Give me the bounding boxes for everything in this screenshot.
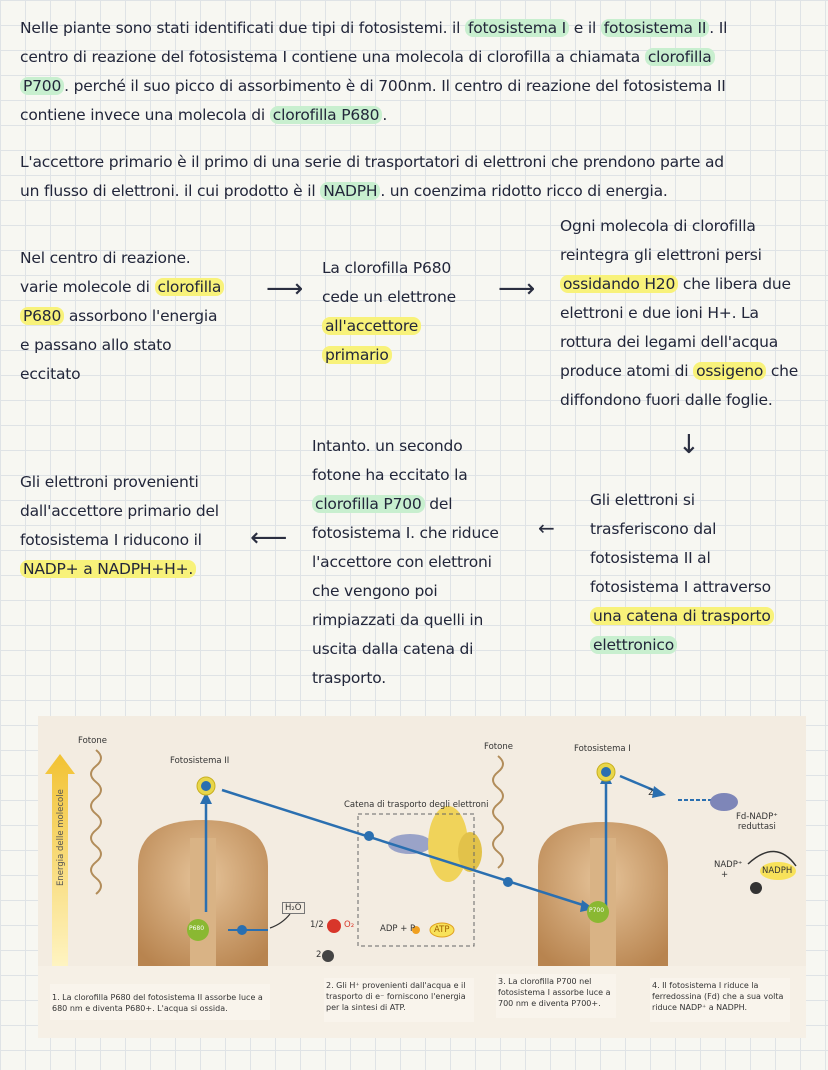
plus-label: + [721,870,729,880]
highlight-primario: primario [322,346,392,364]
flow-box-reintegra: Ogni molecola di clorofilla reintegra gli elettroni persi ossidando H20 che libera due elettroni e due ioni H+. La rottura dei legami dell'acqua produce atomi di ossigeno che diffondono fuori dalle foglie. [560,217,799,409]
highlight-p680: P680 [20,307,64,325]
highlight-catena: una catena di trasporto [590,607,774,625]
atp-label: ATP [434,925,450,935]
caption-4: 4. Il fotosistema I riduce la ferredossina (Fd) che a sua volta riduce NADP⁺ a NADPH. [652,981,784,1012]
arrow-right-2: ⟶ [498,274,536,304]
intro-paragraph-1: Nelle piante sono stati identificati due tipi di fotosistemi. il fotosistema I e il fotosistema II . Il centro di reazione del fotosistema I contiene una molecola di clorofilla a chiamata clorofilla P700 . perché il suo picco di assorbimento è di 700nm. Il centro di reazione del fotosistema II contiene invece una molecola di clorofilla P680 . [20,19,728,124]
highlight-clorofilla: clorofilla [645,48,715,66]
ps2-label: Fotosistema II [170,756,230,766]
nadph-label: NADPH [762,866,793,876]
photon-label-2: Fotone [484,742,513,752]
chain-label: Catena di trasporto degli elettroni [344,800,489,810]
highlight-clorofilla-p700: clorofilla P700 [312,495,425,513]
p700-label: P700 [589,907,605,914]
highlight-clorofilla-yellow: clorofilla [155,278,225,296]
proton-icon [322,950,334,962]
highlight-elettronico: elettronico [590,636,677,654]
flow-box-nadp: Gli elettroni provenienti dall'accettore primario del fotosistema I riducono il NADP+ a NADPH+H+. [20,473,219,578]
highlight-clorofilla-p680: clorofilla P680 [270,106,383,124]
highlight-fotosistema-1: fotosistema I [465,19,569,37]
highlight-fotosistema-2: fotosistema II [601,19,709,37]
highlight-ossigeno: ossigeno [693,362,766,380]
arrow-left-short: ← [538,516,555,540]
photon-label-1: Fotone [78,736,107,746]
fd-nadp-label: Fd-NADP⁺ reduttasi [736,812,778,832]
adp-label: ADP + P [380,924,416,934]
flow-box-centro-reazione: Nel centro di reazione. varie molecole di clorofilla P680 assorbono l'energia e passano allo stato eccitato [20,244,260,389]
ps1-protein [538,822,668,966]
highlight-ossidando: ossidando H20 [560,275,678,293]
cytochrome-complex [388,806,482,882]
flow-box-trasferimento: Gli elettroni si trasferiscono dal fotosistema II al fotosistema I attraverso una catena di trasporto elettronico [590,486,825,660]
photon-wave-2 [493,756,503,868]
caption-2: 2. Gli H⁺ provenienti dall'acqua e il trasporto di e⁻ forniscono l'energia per la sintesi di ATP. [326,981,466,1012]
h2o-label: H₂O [282,902,305,914]
energy-label: Energia delle molecole [56,789,66,886]
p680-label: P680 [189,925,205,932]
arrow-left: ⟵ [250,523,288,553]
caption-1: 1. La clorofilla P680 del fotosistema II assorbe luce a 680 nm e diventa P680+. L'acqua si ossida. [52,993,263,1013]
arrow-down: ↓ [678,430,700,460]
highlight-nadp: NADP+ a NADPH+H+. [20,560,196,578]
ferredoxin [710,793,738,811]
two-h-label: 2 [316,950,322,960]
ps1-label: Fotosistema I [574,744,631,754]
intro-paragraph-2: L'accettore primario è il primo di una serie di trasportatori di elettroni che prendono parte ad un flusso di elettroni. il cui prodotto è il NADPH . un coenzima ridotto ricco di energia. [20,153,724,200]
nadp-plus-label: NADP⁺ [714,860,743,870]
photosynthesis-figure [38,716,806,1038]
highlight-nadph: NADPH [320,182,380,200]
two-e-label: 2 [648,788,654,798]
flow-box-cede-elettrone: La clorofilla P680 cede un elettrone all'accettore primario [322,259,456,364]
arrow-right-1: ⟶ [266,274,304,304]
ps2-protein [138,820,268,966]
photon-wave-1 [91,750,101,894]
caption-3: 3. La clorofilla P700 nel fotosistema I assorbe luce a 700 nm e diventa P700+. [498,977,611,1008]
flow-box-secondo-fotone: Intanto. un secondo fotone ha eccitato la clorofilla P700 del fotosistema I. che riduce l'accettore con elettroni che vengono poi rimpiazzati da quelli in uscita dalla catena di trasporto. [312,437,499,687]
half-label: 1/2 [310,920,324,930]
highlight-p700: P700 [20,77,64,95]
o2-label: O₂ [344,920,355,930]
highlight-accettore: all'accettore [322,317,421,335]
oxygen-icon [327,919,341,933]
